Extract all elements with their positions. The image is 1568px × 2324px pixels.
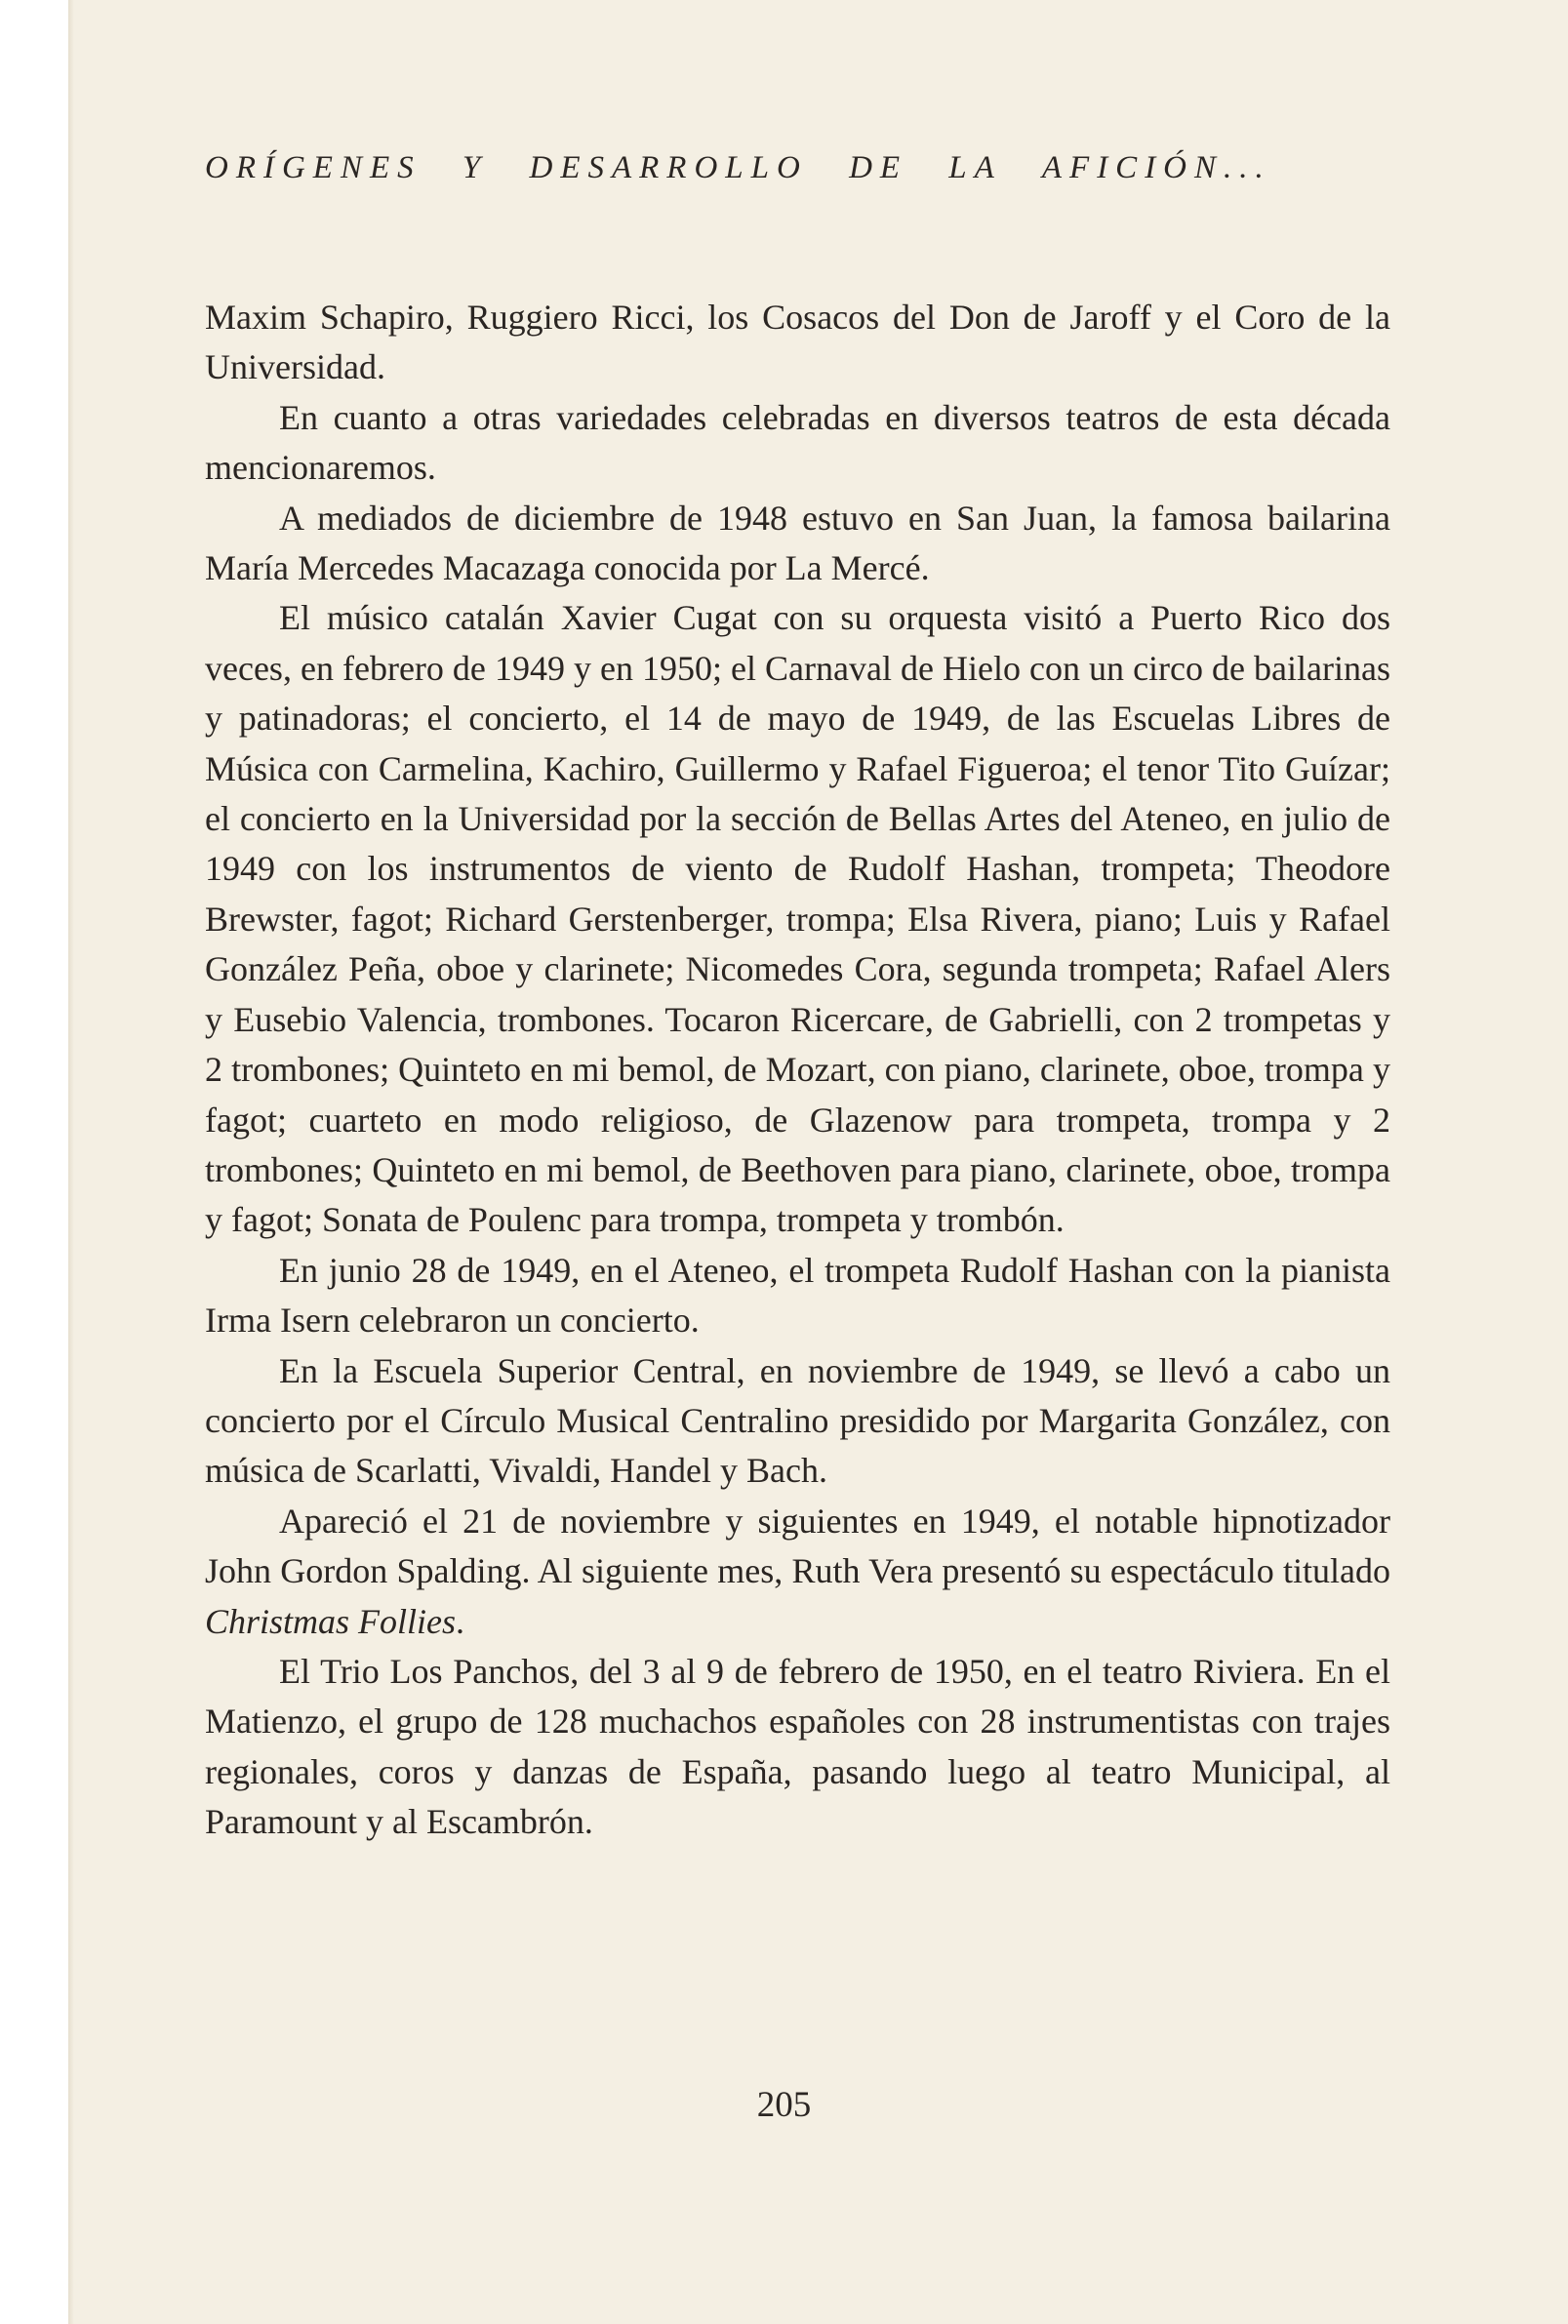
paragraph: El músico catalán Xavier Cugat con su orquesta visitó a Puerto Rico dos veces, en febrero de 1949 y en 1950; el Carnaval de Hielo con un circo de bailarinas y patinadoras; el concierto, el 14 de mayo de 1949, de las Escuelas Libres de Música con Carmelina, Kachiro, Guillermo y Rafael Figueroa; el tenor Tito Guízar; el concierto en la Universidad por la sección de Bellas Artes del Ateneo, en julio de 1949 con los instrumentos de viento de Rudolf Hashan, trompeta; Theodore Brewster, fagot; Richard Gerstenberger, trompa; Elsa Rivera, piano; Luis y Rafael González Peña, oboe y clarinete; Nicomedes Cora, segunda trompeta; Rafael Alers y Eusebio Valencia, trombones. Tocaron Ricercare, de Gabrielli, con 2 trompetas y 2 trombones; Quinteto en mi bemol, de Mozart, con piano, clarinete, oboe, trompa y fagot; cuarteto en modo religioso, de Glazenow para trompeta, trompa y 2 trombones; Quinteto en mi bemol, de Beethoven para piano, clarinete, oboe, trompa y fagot; Sonata de Poulenc para trompa, trompeta y trombón. [205,598,1390,1240]
running-head: ORÍGENES Y DESARROLLO DE LA AFICIÓN... [205,150,1271,185]
paragraph: En la Escuela Superior Central, en noviembre de 1949, se llevó a cabo un concierto por el Círculo Musical Centralino presidido por Margarita González, con música de Scarlatti, Vivaldi, Handel y Bach. [205,1350,1390,1491]
page-number: 205 [756,2085,812,2125]
paragraph: En junio 28 de 1949, en el Ateneo, el trompeta Rudolf Hashan con la pianista Irma Isern celebraron un concierto. [205,1250,1390,1341]
body-text [205,293,1390,1848]
paragraph [205,1497,1390,1647]
scan-edge-shadow [68,0,74,2324]
show-title: Christmas Follies [205,1601,457,1641]
paragraph: En cuanto a otras variedades celebradas en diversos teatros de esta década mencionaremos. [205,397,1390,488]
paragraph-text: Apareció el 21 de noviembre y siguientes en 1949, el notable hipnotizador John Gordon Spalding. Al siguiente mes, Ruth Vera presentó su espectáculo titulado [205,1501,1390,1591]
paragraph: El Trio Los Panchos, del 3 al 9 de febrero de 1950, en el teatro Riviera. En el Matienzo, el grupo de 128 muchachos españoles con 28 instrumentistas con trajes regionales, coros y danzas de España, pasando luego al teatro Municipal, al Paramount y al Escambrón. [205,1651,1390,1842]
paragraph: Maxim Schapiro, Ruggiero Ricci, los Cosacos del Don de Jaroff y el Coro de la Universidad. [205,298,1390,387]
paragraph: A mediados de diciembre de 1948 estuvo en San Juan, la famosa bailarina María Mercedes Macazaga conocida por La Mercé. [205,498,1390,588]
paragraph-end: . [456,1601,465,1641]
